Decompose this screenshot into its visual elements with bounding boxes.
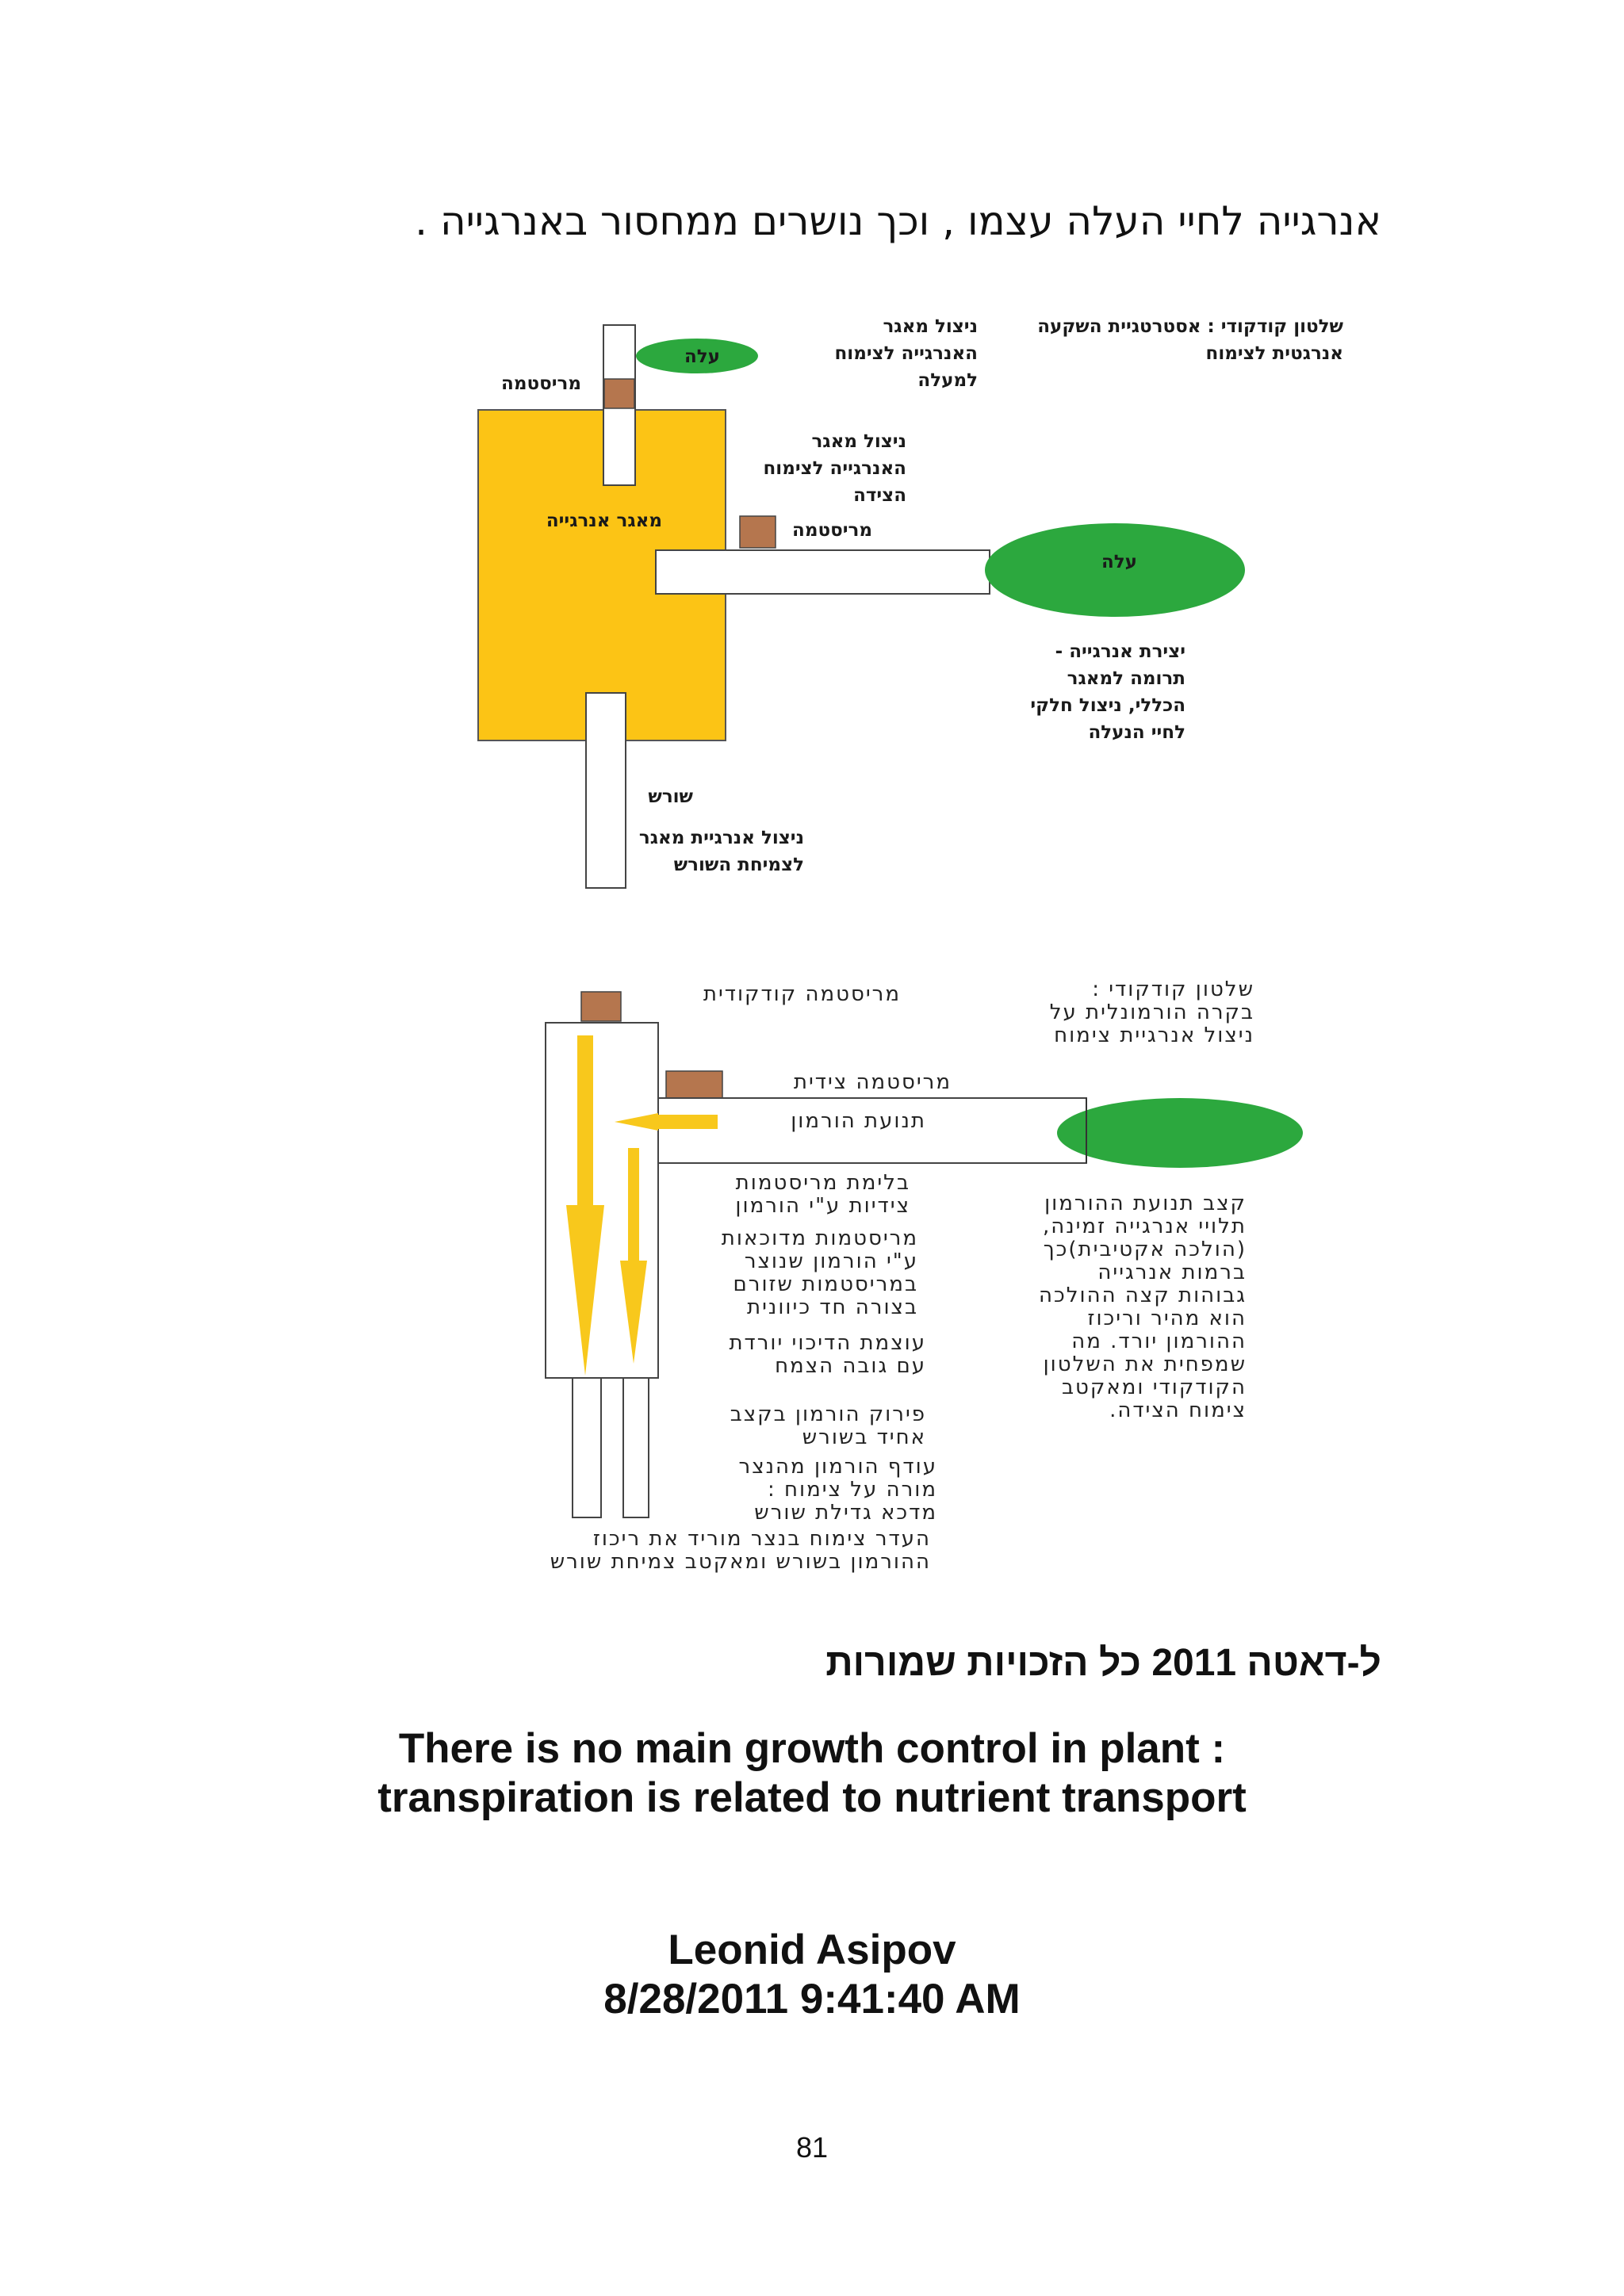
meristem-top-label: מריסטמה	[501, 373, 581, 394]
english-title-line2: transpiration is related to nutrient transport	[377, 1774, 1247, 1821]
author-name: Leonid Asipov	[668, 1927, 956, 1973]
side-branch	[656, 550, 990, 594]
root-2-left	[573, 1378, 601, 1517]
excess-label: עודף הורמון מהנצר מורה על צימוח : מדכא גדילת שורש	[738, 1455, 937, 1525]
root-2-right	[623, 1378, 649, 1517]
leaf-top-label: עלה	[684, 346, 720, 367]
energy-pool-label: מאגר אנרגייה	[546, 511, 662, 531]
intro-text: אנרגייה לחיי העלה עצמו , וכך נושרים ממחסור באנרגייה .	[415, 198, 1381, 244]
root-use-label: ניצול אנרגיית מאגר לצמיחת השורש	[638, 828, 804, 875]
leaf-2-shape	[1057, 1098, 1303, 1168]
shoot-column	[546, 1023, 658, 1378]
hormonal-control-label: שלטון קודקודי : בקרה הורמונלית על ניצול אנרגיית צימוח	[1049, 978, 1254, 1047]
apical-meristem-block	[581, 992, 621, 1021]
use-side-label: ניצול מאגר האנרגייה לצימוח הצידה	[763, 431, 906, 506]
side-meristem-block	[666, 1071, 722, 1098]
copyright-line: ל-דאטה 2011 כל הזכויות שמורות	[825, 1642, 1381, 1684]
rate-label: קצב תנועת ההורמון תלויי אנרגייה זמינה, (הולכה אקטיבית)כך ברמות אנרגייה גבוהות קצה ההולכה הוא מהיר וריכוז ההורמון יורד. מה שמפחית את השלטון הקודקודי ומאקטב צימוח הצידה.	[1039, 1192, 1247, 1422]
intensity-label: עוצמת הדיכוי יורדת עם גובה הצמח	[729, 1331, 926, 1378]
meristem-side-label: מריסטמה	[792, 520, 872, 541]
root-block	[586, 693, 626, 888]
leaf-side-label: עלה	[1101, 552, 1137, 572]
use-up-label: ניצול מאגר האנרגייה לצימוח למעלה	[834, 316, 978, 391]
author-datetime: 8/28/2011 9:41:40 AM	[603, 1976, 1021, 2022]
side-meristem-label: מריסטמה צידית	[793, 1070, 952, 1094]
english-title-line1: There is no main growth control in plant :	[398, 1725, 1226, 1772]
leaf-energy-label: יצירת אנרגייה - תרומה למאגר הכללי, ניצול חלקי לחיי הנעלה	[1030, 641, 1185, 743]
control-strategy-label: שלטון קודקודי : אסטרטגיית השקעה אנרגטית לצימוח	[1037, 316, 1343, 364]
breakdown-label: פירוק הורמון בקצב אחיד בשורש	[730, 1402, 926, 1449]
root-label: שורש	[648, 786, 693, 807]
apical-meristem-label: מריסטמה קודקודית	[703, 982, 901, 1006]
hormone-flow-label: תנועת הורמון	[791, 1109, 926, 1133]
absence-label: העדר צימוח בנצר מוריד את ריכוז ההורמון בשורש ומאקטב צמיחת שורש	[550, 1527, 931, 1574]
meristem-side-block	[740, 516, 776, 548]
page-number: 81	[795, 2131, 829, 2164]
meristem-top-block	[604, 379, 634, 408]
suppressed-label: מריסטמות מדוכאות ע"י הורמון שנוצר במריסטמות שזורם בצורה חד כיוונית	[721, 1226, 918, 1319]
inhibit-label: בלימת מריסטמות צידיות ע"י הורמון	[735, 1171, 910, 1218]
